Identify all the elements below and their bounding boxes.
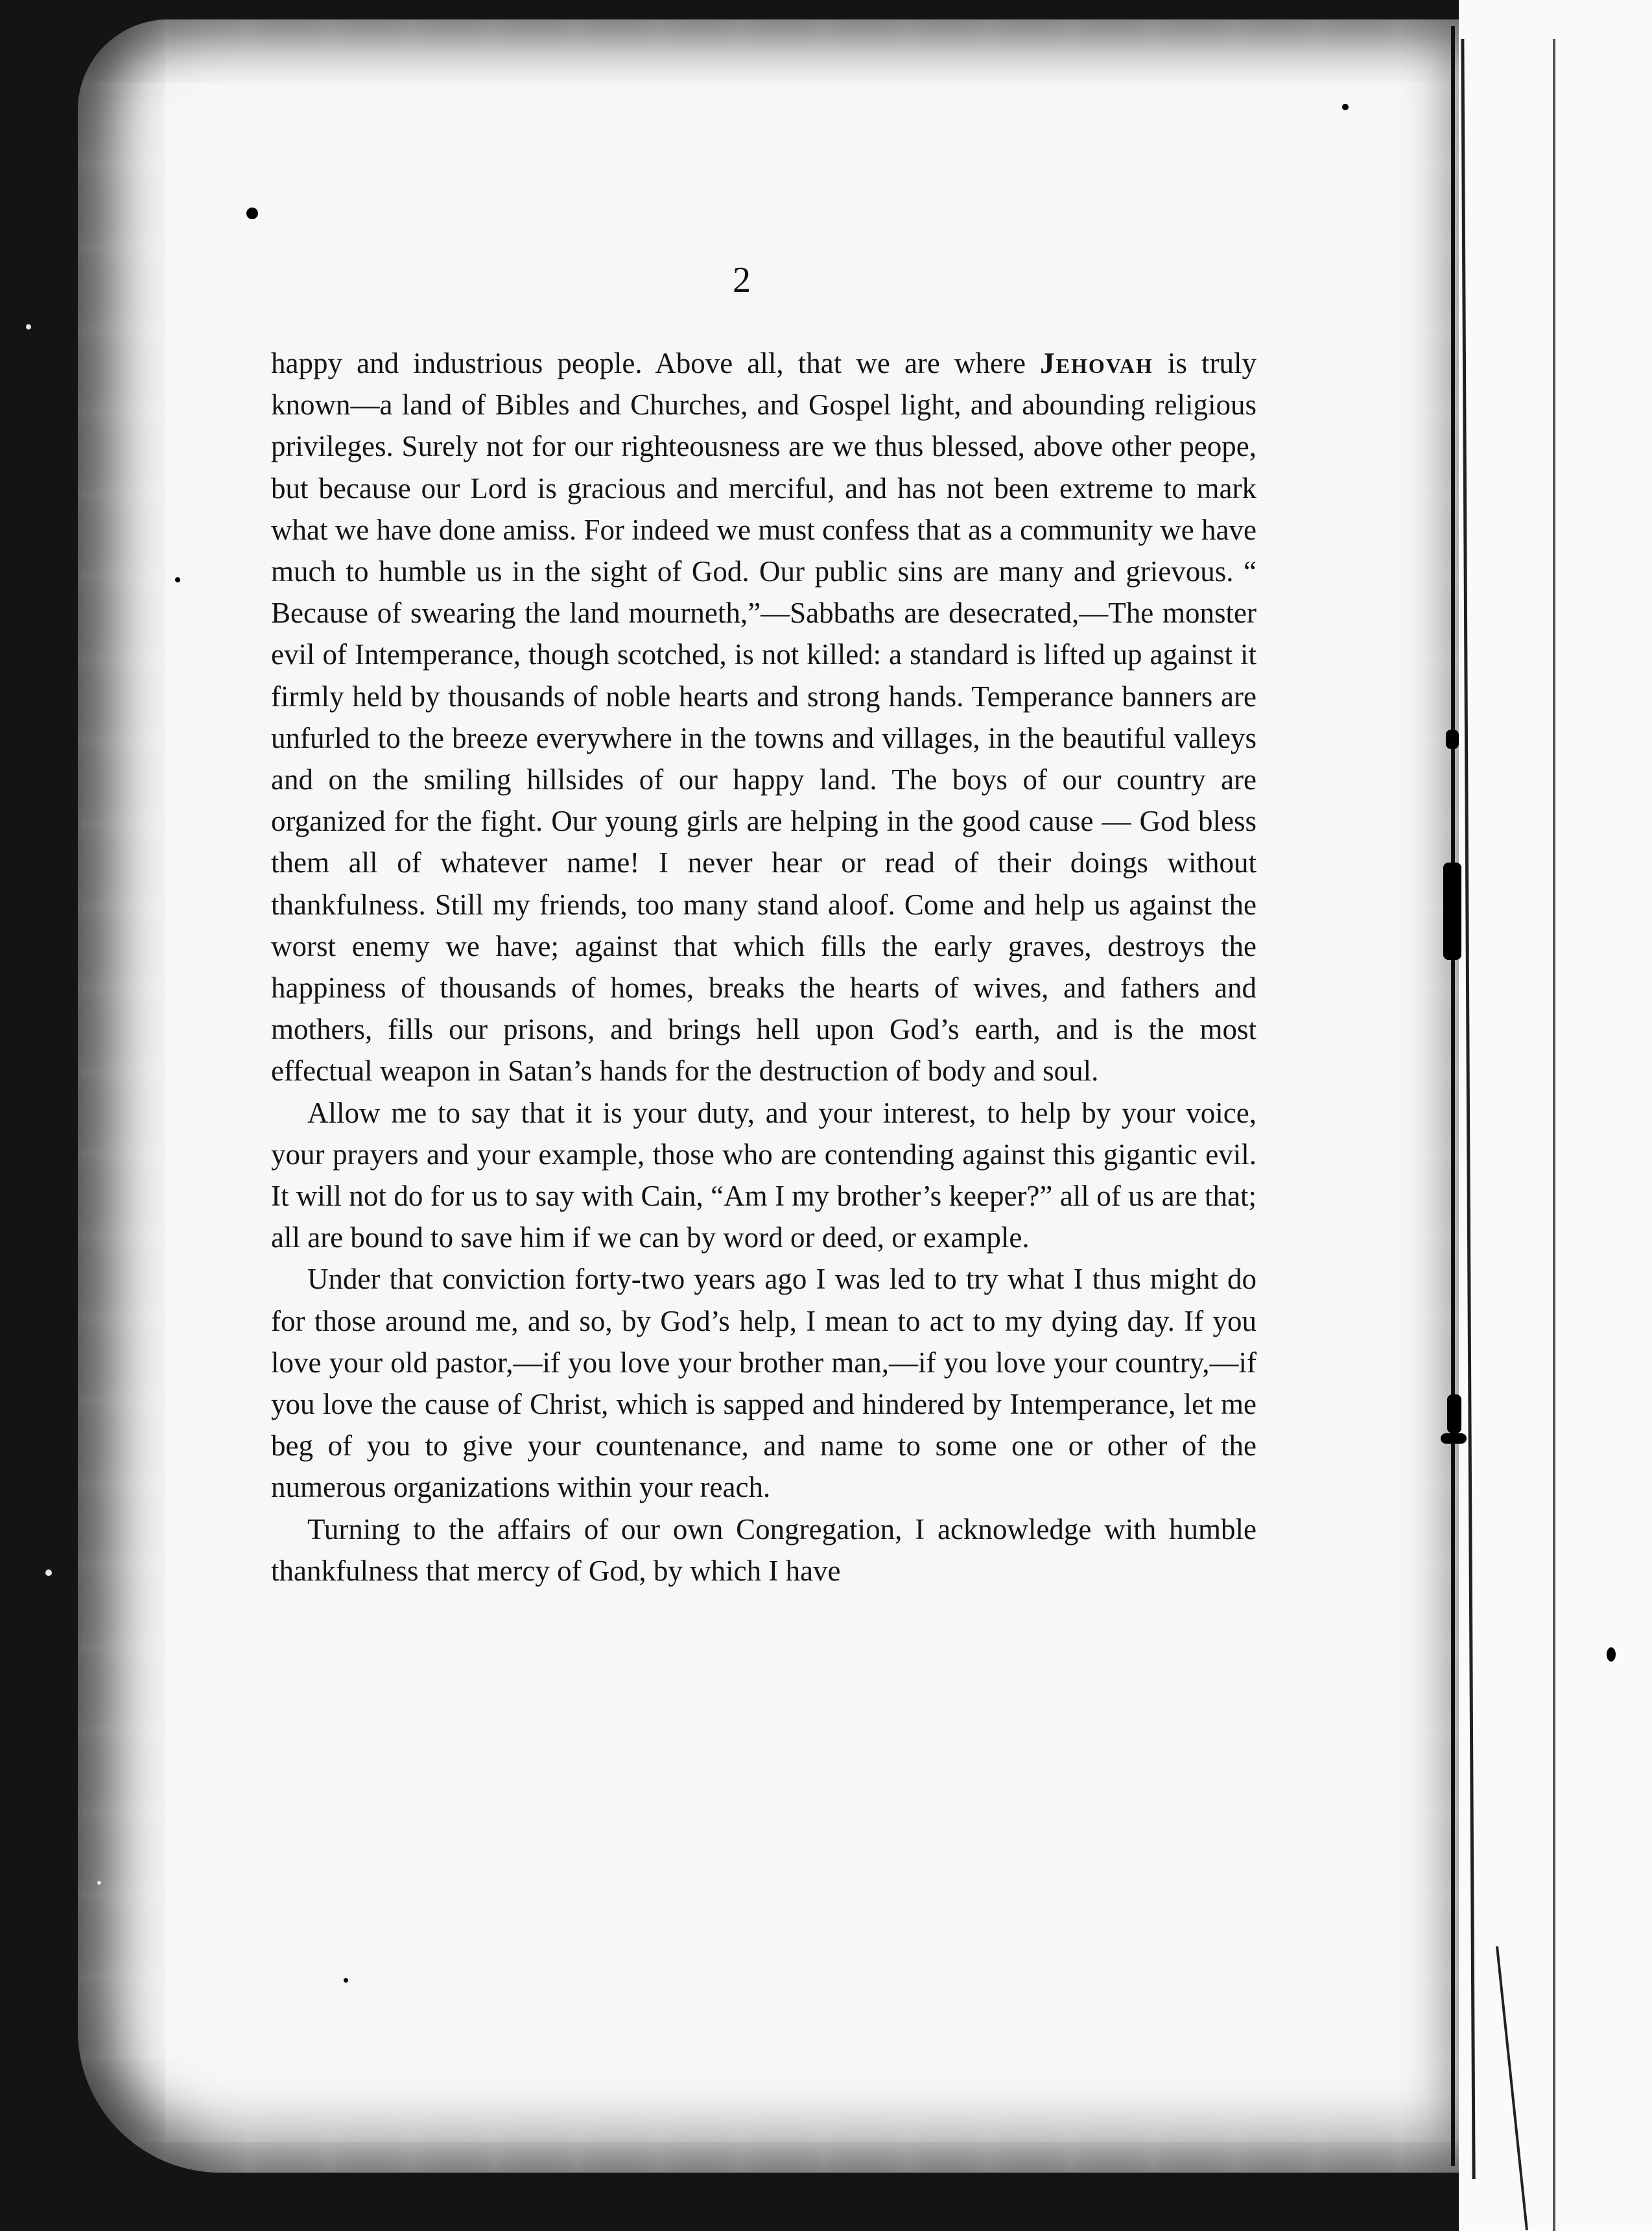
spine-blot bbox=[1447, 1394, 1461, 1433]
paragraph-text: happy and industrious people. Above all, that we are where bbox=[271, 347, 1041, 379]
scan-speck bbox=[175, 577, 180, 582]
small-caps-word: Jehovah bbox=[1040, 347, 1153, 379]
paragraph: Turning to the affairs of our own Congregation, I acknowledge with humble thankfulness that mercy of God, by which I have bbox=[271, 1512, 1257, 1587]
scan-speck bbox=[1607, 1647, 1616, 1662]
spine-blot bbox=[1443, 863, 1461, 960]
paragraph-text: is truly known—a land of Bibles and Churches, and Gospel light, and abounding religious privileges. Surely not for our righteousness are we thus blessed, above other peope, but because our Lord is gracious and merciful, and has not been extreme to mark what we have done amiss. For indeed we must confess that as a community we have much to humble us in the sight of God. Our public sins are many and grievous. “ Because of swearing the land mourneth,”—Sabbaths are desecrated,—The monster evil of Intemperance, though scotched, is not killed: a standard is lifted up against it firmly held by thousands of noble hearts and strong hands. Temperance banners are unfurled to the breeze everywhere in the towns and villages, in the beautiful valleys and on the smiling hillsides of our happy land. The boys of our country are organized for the fight. Our young girls are helping in the good cause — God bless them all of whatever name! I never hear or read of their doings without thankfulness. Still my friends, too many stand aloof. Come and help us against the worst enemy we have; against that which fills the early graves, destroys the happiness of thousands of homes, breaks the hearts of wives, and fathers and mothers, fills our prisons, and brings hell upon God’s earth, and is the most effectual weapon in Satan’s hands for the destruction of body and soul. bbox=[271, 347, 1257, 1088]
page-number: 2 bbox=[733, 260, 751, 300]
scan-speck bbox=[344, 1978, 348, 1983]
facing-page-rule bbox=[1553, 39, 1555, 2231]
scan-speck bbox=[1342, 104, 1349, 110]
paragraph: Under that conviction forty-two years ago I was led to try what I thus might do for those around me, and so, by God’s help, I mean to act to my dying day. If you love your old pastor,—if you love your brother man,—if you love your country,—if you love the cause of Christ, which is sapped and hindered by Intemperance, let me beg of you to give your countenance, and name to some one or other of the numerous organizations within your reach. bbox=[271, 1263, 1257, 1504]
spine-blot bbox=[1446, 730, 1459, 749]
body-text bbox=[271, 342, 1257, 1592]
scan-speck bbox=[26, 324, 31, 329]
paragraph: Allow me to say that it is your duty, and your interest, to help by your voice, your prayers and your example, those who are contending against this gigantic evil. It will not do for us to say with Cain, “Am I my brother’s keeper?” all of us are that; all are bound to save him if we can by word or deed, or example. bbox=[271, 1096, 1257, 1254]
scan-speck bbox=[246, 208, 258, 219]
scan-speck bbox=[97, 1881, 101, 1885]
page-spine bbox=[1451, 26, 1455, 2166]
scan-speck bbox=[45, 1569, 52, 1576]
paragraph bbox=[271, 342, 1257, 1092]
facing-page-edge bbox=[1459, 0, 1652, 2231]
spine-blot bbox=[1441, 1433, 1467, 1444]
